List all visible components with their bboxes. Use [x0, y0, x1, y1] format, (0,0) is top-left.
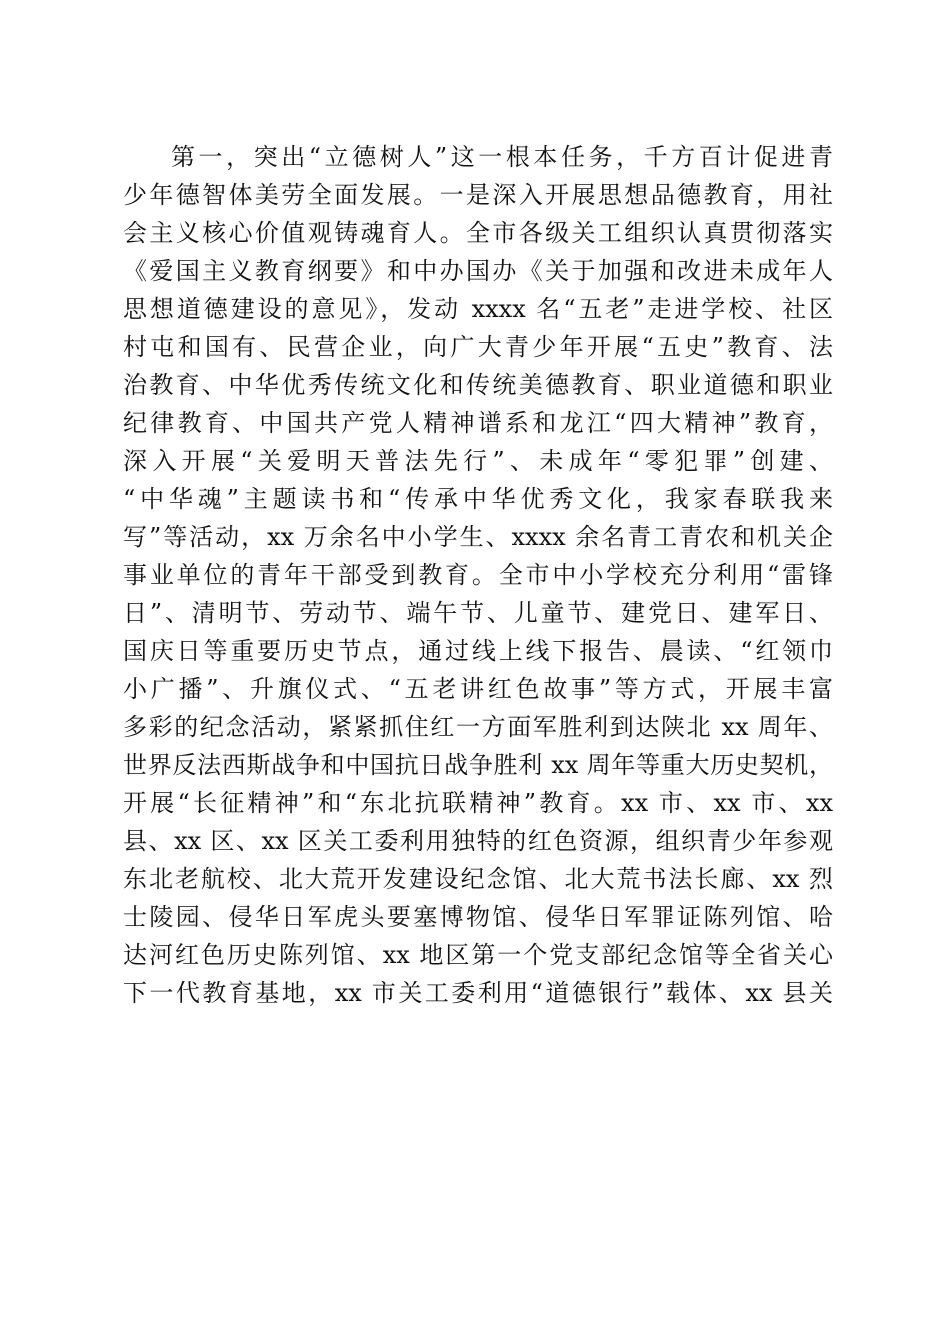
text-line: 村屯和国有、民营企业，向广大青少年开展“五史”教育、法 — [123, 333, 833, 361]
text-line: 下一代教育基地，xx 市关工委利用“道德银行”载体、xx 县关 — [123, 979, 833, 1007]
text-line: 写”等活动，xx 万余名中小学生、xxxx 余名青工青农和机关企 — [123, 523, 833, 551]
text-line: 少年德智体美劳全面发展。一是深入开展思想品德教育，用社 — [123, 181, 833, 209]
text-line: 县、xx 区、xx 区关工委利用独特的红色资源，组织青少年参观 — [123, 827, 833, 855]
text-line: 深入开展“关爱明天普法先行”、未成年“零犯罪”创建、 — [123, 447, 833, 475]
text-line: 会主义核心价值观铸魂育人。全市各级关工组织认真贯彻落实 — [123, 219, 833, 247]
text-line: “中华魂”主题读书和“传承中华优秀文化，我家春联我来 — [123, 485, 833, 513]
body-paragraph — [123, 138, 833, 1012]
text-line: 思想道德建设的意见》，发动 xxxx 名“五老”走进学校、社区 — [123, 295, 833, 323]
text-line: 多彩的纪念活动，紧紧抓住红一方面军胜利到达陕北 xx 周年、 — [123, 713, 833, 741]
text-line: 治教育、中华优秀传统文化和传统美德教育、职业道德和职业 — [123, 371, 833, 399]
text-line: 世界反法西斯战争和中国抗日战争胜利 xx 周年等重大历史契机， — [123, 751, 833, 779]
text-line: 事业单位的青年干部受到教育。全市中小学校充分利用“雷锋 — [123, 561, 833, 589]
text-line: 东北老航校、北大荒开发建设纪念馆、北大荒书法长廊、xx 烈 — [123, 865, 833, 893]
text-line: 纪律教育、中国共产党人精神谱系和龙江“四大精神”教育， — [123, 409, 833, 437]
text-line: 开展“长征精神”和“东北抗联精神”教育。xx 市、xx 市、xx — [123, 789, 833, 817]
text-line: 小广播”、升旗仪式、“五老讲红色故事”等方式，开展丰富 — [123, 675, 833, 703]
text-line: 《爱国主义教育纲要》和中办国办《关于加强和改进未成年人 — [123, 257, 833, 285]
text-line: 日”、清明节、劳动节、端午节、儿童节、建党日、建军日、 — [123, 599, 833, 627]
text-line: 国庆日等重要历史节点，通过线上线下报告、晨读、“红领巾 — [123, 637, 833, 665]
text-line: 达河红色历史陈列馆、xx 地区第一个党支部纪念馆等全省关心 — [123, 941, 833, 969]
text-line: 士陵园、侵华日军虎头要塞博物馆、侵华日军罪证陈列馆、哈 — [123, 903, 833, 931]
text-line: 第一，突出“立德树人”这一根本任务，千方百计促进青 — [171, 143, 833, 171]
